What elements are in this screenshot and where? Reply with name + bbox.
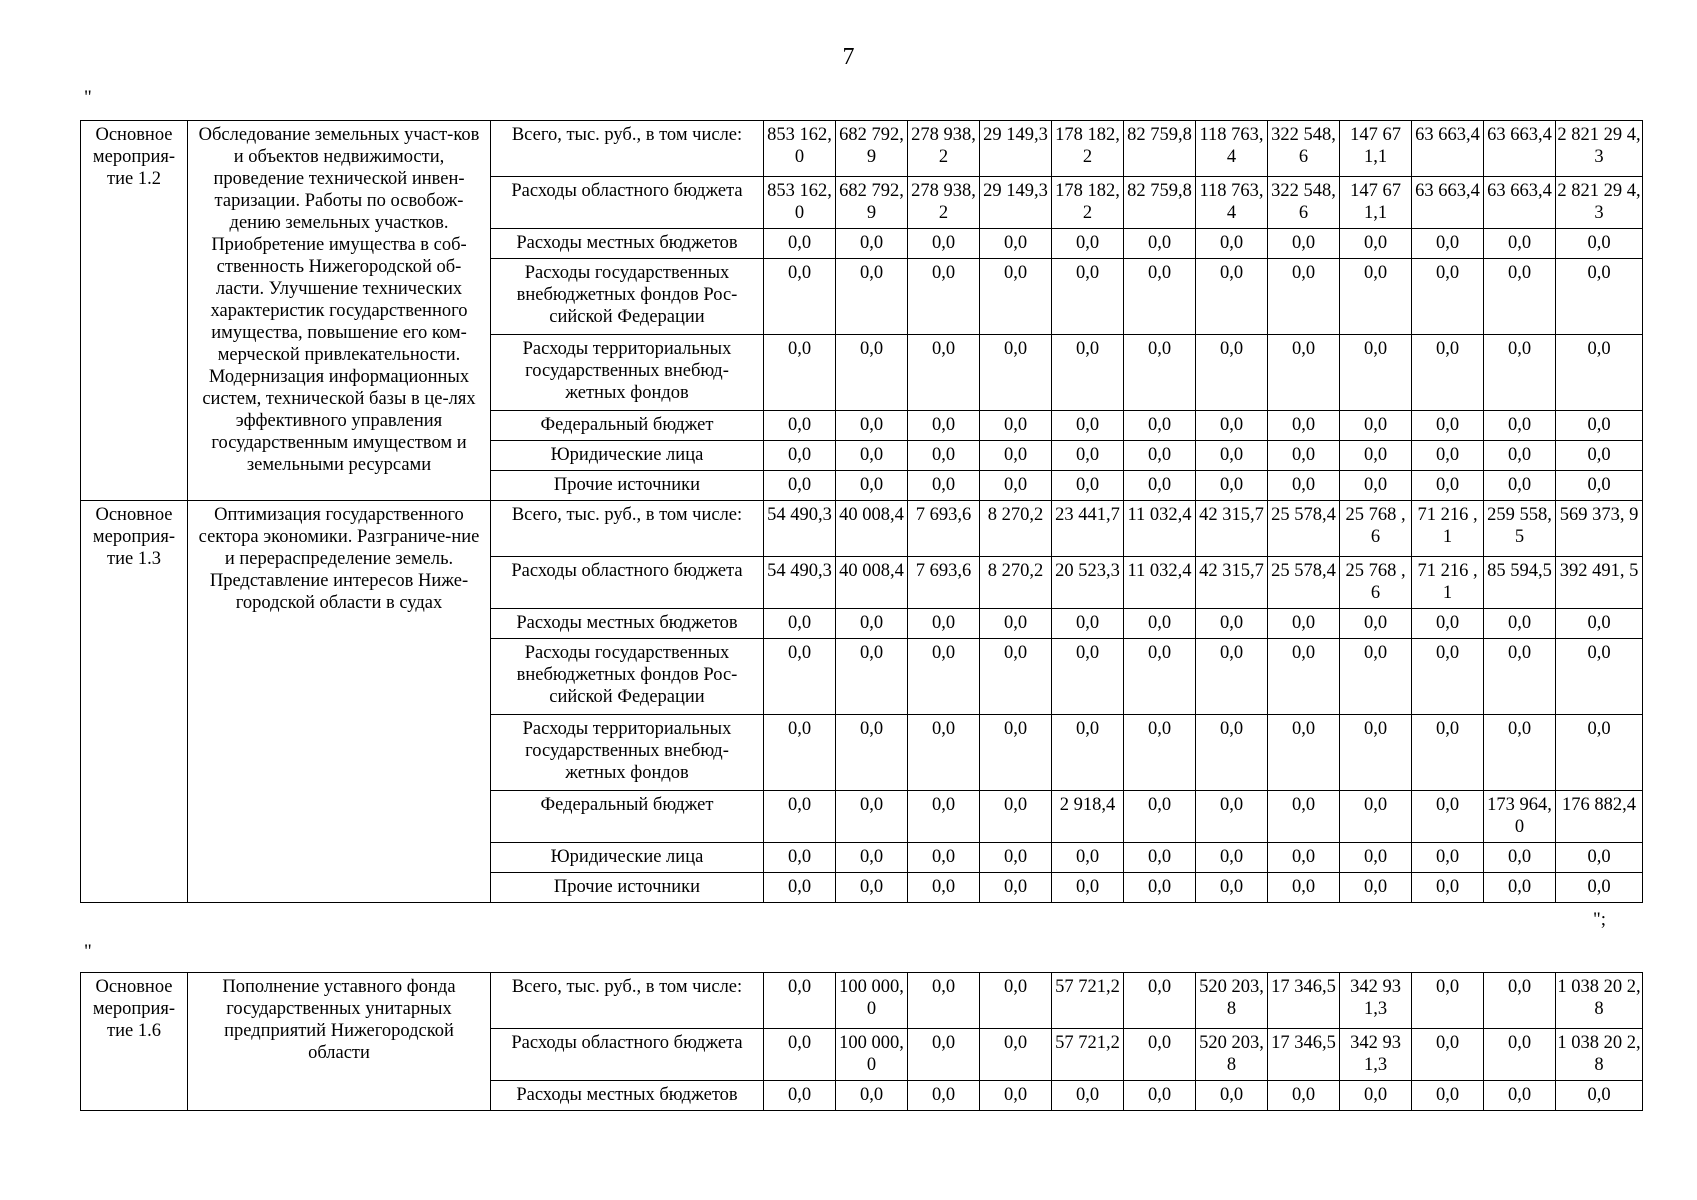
value-cell: 0,0 xyxy=(1196,259,1268,335)
value-cell: 0,0 xyxy=(1412,229,1484,259)
value-cell: 0,0 xyxy=(1124,609,1196,639)
value-cell: 0,0 xyxy=(1340,639,1412,715)
value-cell: 42 315,7 xyxy=(1196,557,1268,609)
value-cell: 0,0 xyxy=(908,873,980,903)
value-cell: 0,0 xyxy=(836,471,908,501)
value-cell: 0,0 xyxy=(1124,715,1196,791)
value-cell: 0,0 xyxy=(980,411,1052,441)
value-cell: 0,0 xyxy=(1412,1029,1484,1081)
value-cell: 20 523,3 xyxy=(1052,557,1124,609)
value-cell: 57 721,2 xyxy=(1052,973,1124,1029)
value-cell: 0,0 xyxy=(764,791,836,843)
value-cell: 0,0 xyxy=(764,335,836,411)
value-cell: 0,0 xyxy=(1196,441,1268,471)
value-cell: 0,0 xyxy=(1340,471,1412,501)
value-cell: 0,0 xyxy=(1268,471,1340,501)
value-cell: 100 000,0 xyxy=(836,973,908,1029)
value-cell: 342 93 1,3 xyxy=(1340,1029,1412,1081)
value-cell: 0,0 xyxy=(764,873,836,903)
value-cell: 0,0 xyxy=(1340,791,1412,843)
value-cell: 0,0 xyxy=(1484,639,1556,715)
value-cell: 0,0 xyxy=(980,1029,1052,1081)
value-cell: 0,0 xyxy=(1124,1029,1196,1081)
value-cell: 853 162,0 xyxy=(764,121,836,177)
value-cell: 0,0 xyxy=(1196,1081,1268,1111)
value-cell: 82 759,8 xyxy=(1124,177,1196,229)
value-cell: 71 216 ,1 xyxy=(1412,501,1484,557)
value-cell: 85 594,5 xyxy=(1484,557,1556,609)
value-cell: 0,0 xyxy=(908,1029,980,1081)
value-cell: 0,0 xyxy=(1412,335,1484,411)
funding-source: Федеральный бюджет xyxy=(491,411,764,441)
value-cell: 0,0 xyxy=(1052,441,1124,471)
value-cell: 1 038 20 2,8 xyxy=(1556,1029,1643,1081)
value-cell: 25 768 ,6 xyxy=(1340,501,1412,557)
value-cell: 0,0 xyxy=(836,873,908,903)
value-cell: 520 203,8 xyxy=(1196,1029,1268,1081)
value-cell: 0,0 xyxy=(1484,335,1556,411)
funding-source: Расходы территориальных государственных внебюд-жетных фондов xyxy=(491,715,764,791)
value-cell: 0,0 xyxy=(764,229,836,259)
funding-source: Расходы местных бюджетов xyxy=(491,1081,764,1111)
value-cell: 0,0 xyxy=(1412,843,1484,873)
value-cell: 0,0 xyxy=(836,335,908,411)
value-cell: 0,0 xyxy=(836,609,908,639)
value-cell: 0,0 xyxy=(1052,335,1124,411)
opening-quote: " xyxy=(84,87,92,108)
value-cell: 0,0 xyxy=(1124,1081,1196,1111)
value-cell: 0,0 xyxy=(1268,791,1340,843)
value-cell: 100 000,0 xyxy=(836,1029,908,1081)
value-cell: 0,0 xyxy=(764,843,836,873)
table-row xyxy=(81,501,1643,557)
value-cell: 0,0 xyxy=(1268,335,1340,411)
value-cell: 0,0 xyxy=(1124,873,1196,903)
value-cell: 0,0 xyxy=(908,609,980,639)
value-cell: 11 032,4 xyxy=(1124,557,1196,609)
value-cell: 71 216 ,1 xyxy=(1412,557,1484,609)
funding-source: Юридические лица xyxy=(491,843,764,873)
value-cell: 0,0 xyxy=(1412,441,1484,471)
funding-source: Всего, тыс. руб., в том числе: xyxy=(491,121,764,177)
value-cell: 7 693,6 xyxy=(908,501,980,557)
value-cell: 178 182,2 xyxy=(1052,121,1124,177)
value-cell: 0,0 xyxy=(980,973,1052,1029)
value-cell: 0,0 xyxy=(1340,715,1412,791)
value-cell: 0,0 xyxy=(908,639,980,715)
value-cell: 0,0 xyxy=(1124,471,1196,501)
value-cell: 1 038 20 2,8 xyxy=(1556,973,1643,1029)
funding-source: Всего, тыс. руб., в том числе: xyxy=(491,501,764,557)
value-cell: 0,0 xyxy=(1556,715,1643,791)
budget-table-1 xyxy=(80,120,1643,903)
value-cell: 0,0 xyxy=(764,1029,836,1081)
value-cell: 0,0 xyxy=(1484,1081,1556,1111)
funding-source: Расходы областного бюджета xyxy=(491,1029,764,1081)
value-cell: 147 67 1,1 xyxy=(1340,177,1412,229)
value-cell: 0,0 xyxy=(1556,843,1643,873)
value-cell: 0,0 xyxy=(1196,791,1268,843)
value-cell: 0,0 xyxy=(836,229,908,259)
value-cell: 0,0 xyxy=(1340,411,1412,441)
value-cell: 0,0 xyxy=(1484,471,1556,501)
value-cell: 29 149,3 xyxy=(980,121,1052,177)
value-cell: 0,0 xyxy=(1124,335,1196,411)
value-cell: 0,0 xyxy=(980,335,1052,411)
value-cell: 0,0 xyxy=(1268,609,1340,639)
activity-code: Основное мероприя-тие 1.6 xyxy=(81,973,188,1111)
value-cell: 0,0 xyxy=(836,715,908,791)
value-cell: 0,0 xyxy=(1412,791,1484,843)
value-cell: 0,0 xyxy=(1196,639,1268,715)
funding-source: Прочие источники xyxy=(491,471,764,501)
value-cell: 0,0 xyxy=(764,471,836,501)
value-cell: 57 721,2 xyxy=(1052,1029,1124,1081)
value-cell: 82 759,8 xyxy=(1124,121,1196,177)
value-cell: 0,0 xyxy=(1340,259,1412,335)
value-cell: 0,0 xyxy=(1196,411,1268,441)
value-cell: 278 938,2 xyxy=(908,177,980,229)
value-cell: 0,0 xyxy=(908,229,980,259)
value-cell: 0,0 xyxy=(764,973,836,1029)
value-cell: 0,0 xyxy=(1268,873,1340,903)
funding-source: Расходы областного бюджета xyxy=(491,557,764,609)
value-cell: 0,0 xyxy=(1196,609,1268,639)
value-cell: 0,0 xyxy=(1412,873,1484,903)
value-cell: 0,0 xyxy=(1556,873,1643,903)
value-cell: 0,0 xyxy=(764,609,836,639)
closing-quote: "; xyxy=(1593,909,1607,930)
funding-source: Расходы территориальных государственных внебюд-жетных фондов xyxy=(491,335,764,411)
value-cell: 0,0 xyxy=(1556,639,1643,715)
value-cell: 17 346,5 xyxy=(1268,973,1340,1029)
value-cell: 0,0 xyxy=(1124,973,1196,1029)
value-cell: 322 548,6 xyxy=(1268,177,1340,229)
value-cell: 0,0 xyxy=(1484,259,1556,335)
value-cell: 0,0 xyxy=(1556,1081,1643,1111)
value-cell: 63 663,4 xyxy=(1412,121,1484,177)
value-cell: 682 792,9 xyxy=(836,121,908,177)
value-cell: 0,0 xyxy=(1124,229,1196,259)
value-cell: 0,0 xyxy=(1556,259,1643,335)
value-cell: 0,0 xyxy=(1340,873,1412,903)
value-cell: 0,0 xyxy=(1052,843,1124,873)
value-cell: 2 821 29 4,3 xyxy=(1556,177,1643,229)
value-cell: 0,0 xyxy=(980,229,1052,259)
table-row xyxy=(81,121,1643,177)
value-cell: 0,0 xyxy=(1340,229,1412,259)
funding-source: Всего, тыс. руб., в том числе: xyxy=(491,973,764,1029)
value-cell: 0,0 xyxy=(1484,973,1556,1029)
value-cell: 0,0 xyxy=(1340,1081,1412,1111)
value-cell: 0,0 xyxy=(1052,715,1124,791)
value-cell: 0,0 xyxy=(1412,471,1484,501)
value-cell: 0,0 xyxy=(1484,411,1556,441)
value-cell: 147 67 1,1 xyxy=(1340,121,1412,177)
value-cell: 0,0 xyxy=(1196,715,1268,791)
value-cell: 29 149,3 xyxy=(980,177,1052,229)
value-cell: 0,0 xyxy=(908,411,980,441)
value-cell: 0,0 xyxy=(1052,259,1124,335)
value-cell: 178 182,2 xyxy=(1052,177,1124,229)
value-cell: 0,0 xyxy=(1484,229,1556,259)
value-cell: 0,0 xyxy=(1268,1081,1340,1111)
activity-description: Пополнение уставного фонда государственных унитарных предприятий Нижегородской области xyxy=(188,973,491,1111)
value-cell: 0,0 xyxy=(1412,411,1484,441)
value-cell: 0,0 xyxy=(908,791,980,843)
value-cell: 0,0 xyxy=(764,411,836,441)
value-cell: 0,0 xyxy=(764,259,836,335)
value-cell: 0,0 xyxy=(1484,873,1556,903)
value-cell: 0,0 xyxy=(1412,639,1484,715)
value-cell: 392 491, 5 xyxy=(1556,557,1643,609)
value-cell: 17 346,5 xyxy=(1268,1029,1340,1081)
value-cell: 0,0 xyxy=(1268,259,1340,335)
value-cell: 0,0 xyxy=(1124,411,1196,441)
value-cell: 54 490,3 xyxy=(764,501,836,557)
value-cell: 0,0 xyxy=(836,441,908,471)
value-cell: 278 938,2 xyxy=(908,121,980,177)
value-cell: 0,0 xyxy=(980,873,1052,903)
opening-quote-2: " xyxy=(84,941,92,962)
budget-table-2 xyxy=(80,972,1643,1111)
value-cell: 8 270,2 xyxy=(980,557,1052,609)
value-cell: 0,0 xyxy=(908,471,980,501)
value-cell: 63 663,4 xyxy=(1484,121,1556,177)
value-cell: 0,0 xyxy=(1412,715,1484,791)
value-cell: 2 821 29 4,3 xyxy=(1556,121,1643,177)
value-cell: 0,0 xyxy=(1052,229,1124,259)
value-cell: 0,0 xyxy=(836,843,908,873)
value-cell: 0,0 xyxy=(1340,335,1412,411)
funding-source: Федеральный бюджет xyxy=(491,791,764,843)
value-cell: 0,0 xyxy=(1124,791,1196,843)
value-cell: 0,0 xyxy=(980,441,1052,471)
value-cell: 0,0 xyxy=(764,1081,836,1111)
value-cell: 0,0 xyxy=(836,639,908,715)
value-cell: 682 792,9 xyxy=(836,177,908,229)
value-cell: 520 203,8 xyxy=(1196,973,1268,1029)
value-cell: 0,0 xyxy=(908,441,980,471)
value-cell: 0,0 xyxy=(980,715,1052,791)
funding-source: Прочие источники xyxy=(491,873,764,903)
funding-source: Расходы государственных внебюджетных фондов Рос-сийской Федерации xyxy=(491,639,764,715)
activity-code: Основное мероприя-тие 1.3 xyxy=(81,501,188,903)
value-cell: 569 373, 9 xyxy=(1556,501,1643,557)
value-cell: 118 763,4 xyxy=(1196,177,1268,229)
value-cell: 0,0 xyxy=(1484,715,1556,791)
activity-code: Основное мероприя-тие 1.2 xyxy=(81,121,188,501)
value-cell: 322 548,6 xyxy=(1268,121,1340,177)
value-cell: 0,0 xyxy=(1412,259,1484,335)
funding-source: Расходы государственных внебюджетных фондов Рос-сийской Федерации xyxy=(491,259,764,335)
value-cell: 0,0 xyxy=(1556,335,1643,411)
value-cell: 25 578,4 xyxy=(1268,501,1340,557)
funding-source: Расходы областного бюджета xyxy=(491,177,764,229)
value-cell: 0,0 xyxy=(1340,441,1412,471)
value-cell: 0,0 xyxy=(1124,843,1196,873)
value-cell: 0,0 xyxy=(1556,411,1643,441)
value-cell: 0,0 xyxy=(908,1081,980,1111)
value-cell: 176 882,4 xyxy=(1556,791,1643,843)
value-cell: 54 490,3 xyxy=(764,557,836,609)
value-cell: 0,0 xyxy=(980,471,1052,501)
value-cell: 0,0 xyxy=(1268,229,1340,259)
value-cell: 63 663,4 xyxy=(1484,177,1556,229)
value-cell: 0,0 xyxy=(764,639,836,715)
value-cell: 11 032,4 xyxy=(1124,501,1196,557)
value-cell: 0,0 xyxy=(1052,1081,1124,1111)
value-cell: 0,0 xyxy=(1052,411,1124,441)
funding-source: Расходы местных бюджетов xyxy=(491,609,764,639)
value-cell: 0,0 xyxy=(1124,259,1196,335)
value-cell: 0,0 xyxy=(836,1081,908,1111)
value-cell: 0,0 xyxy=(1412,973,1484,1029)
funding-source: Юридические лица xyxy=(491,441,764,471)
value-cell: 63 663,4 xyxy=(1412,177,1484,229)
value-cell: 0,0 xyxy=(764,441,836,471)
value-cell: 0,0 xyxy=(1052,639,1124,715)
value-cell: 0,0 xyxy=(764,715,836,791)
activity-description: Обследование земельных участ-ков и объектов недвижимости, проведение технической инвен-таризации. Работы по освобож-дению земельных участков. Приобретение имущества в соб-ственность Нижегородской об-ласти. Улучшение технических характеристик государственного имущества, повышение его ком-мерческой привлекательности. Модернизация информационных систем, технической базы в це-лях эффективного управления государственным имуществом и земельными ресурсами xyxy=(188,121,491,501)
value-cell: 0,0 xyxy=(1556,229,1643,259)
value-cell: 0,0 xyxy=(1556,609,1643,639)
value-cell: 0,0 xyxy=(980,609,1052,639)
value-cell: 23 441,7 xyxy=(1052,501,1124,557)
value-cell: 0,0 xyxy=(1124,441,1196,471)
value-cell: 0,0 xyxy=(1268,639,1340,715)
page-number: 7 xyxy=(842,44,855,70)
value-cell: 7 693,6 xyxy=(908,557,980,609)
value-cell: 42 315,7 xyxy=(1196,501,1268,557)
value-cell: 0,0 xyxy=(1052,609,1124,639)
value-cell: 173 964,0 xyxy=(1484,791,1556,843)
value-cell: 0,0 xyxy=(1484,843,1556,873)
value-cell: 25 578,4 xyxy=(1268,557,1340,609)
value-cell: 0,0 xyxy=(980,259,1052,335)
value-cell: 0,0 xyxy=(836,411,908,441)
value-cell: 0,0 xyxy=(1196,843,1268,873)
value-cell: 0,0 xyxy=(1124,639,1196,715)
value-cell: 0,0 xyxy=(1196,471,1268,501)
value-cell: 0,0 xyxy=(836,259,908,335)
value-cell: 40 008,4 xyxy=(836,501,908,557)
value-cell: 0,0 xyxy=(908,259,980,335)
value-cell: 0,0 xyxy=(1268,843,1340,873)
value-cell: 0,0 xyxy=(908,335,980,411)
value-cell: 8 270,2 xyxy=(980,501,1052,557)
value-cell: 259 558,5 xyxy=(1484,501,1556,557)
value-cell: 0,0 xyxy=(908,715,980,791)
value-cell: 853 162,0 xyxy=(764,177,836,229)
value-cell: 25 768 ,6 xyxy=(1340,557,1412,609)
value-cell: 0,0 xyxy=(1052,873,1124,903)
funding-source: Расходы местных бюджетов xyxy=(491,229,764,259)
value-cell: 0,0 xyxy=(836,791,908,843)
value-cell: 0,0 xyxy=(980,639,1052,715)
value-cell: 0,0 xyxy=(980,843,1052,873)
value-cell: 0,0 xyxy=(1340,609,1412,639)
value-cell: 0,0 xyxy=(1340,843,1412,873)
value-cell: 0,0 xyxy=(1268,715,1340,791)
value-cell: 0,0 xyxy=(1052,471,1124,501)
value-cell: 118 763,4 xyxy=(1196,121,1268,177)
value-cell: 0,0 xyxy=(980,791,1052,843)
value-cell: 0,0 xyxy=(908,973,980,1029)
value-cell: 0,0 xyxy=(1196,335,1268,411)
value-cell: 0,0 xyxy=(1268,441,1340,471)
table-row xyxy=(81,973,1643,1029)
value-cell: 2 918,4 xyxy=(1052,791,1124,843)
value-cell: 0,0 xyxy=(980,1081,1052,1111)
value-cell: 342 93 1,3 xyxy=(1340,973,1412,1029)
value-cell: 0,0 xyxy=(1412,1081,1484,1111)
value-cell: 0,0 xyxy=(1556,471,1643,501)
activity-description: Оптимизация государственного сектора экономики. Разграниче-ние и перераспределение земель. Представление интересов Ниже-городской области в судах xyxy=(188,501,491,903)
value-cell: 0,0 xyxy=(1484,609,1556,639)
value-cell: 0,0 xyxy=(1412,609,1484,639)
value-cell: 0,0 xyxy=(1196,229,1268,259)
value-cell: 0,0 xyxy=(1484,1029,1556,1081)
value-cell: 0,0 xyxy=(908,843,980,873)
value-cell: 40 008,4 xyxy=(836,557,908,609)
value-cell: 0,0 xyxy=(1268,411,1340,441)
value-cell: 0,0 xyxy=(1196,873,1268,903)
value-cell: 0,0 xyxy=(1556,441,1643,471)
value-cell: 0,0 xyxy=(1484,441,1556,471)
